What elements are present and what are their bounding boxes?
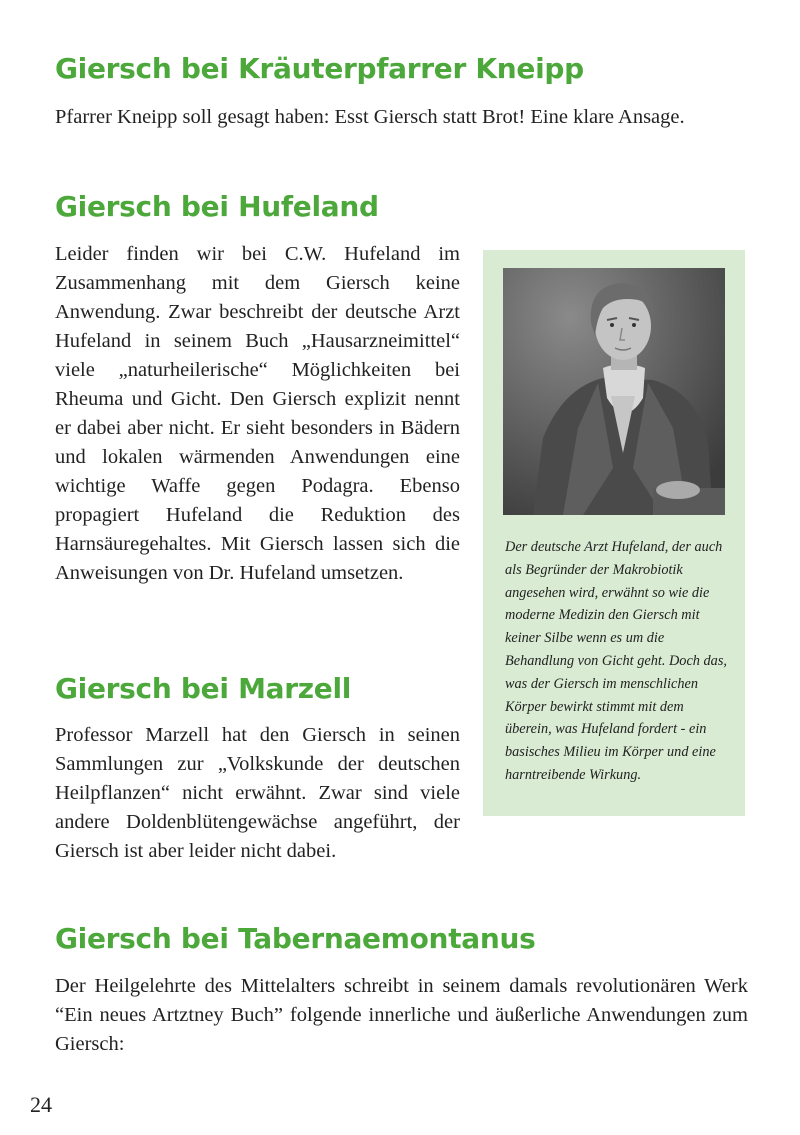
page-number: 24 <box>30 1092 52 1117</box>
heading-marzell: Giersch bei Marzell <box>55 672 352 705</box>
paragraph-marzell: Professor Marzell hat den Giersch in seinen Sammlungen zur „Volkskunde der deutschen Heilpflanzen“ nicht erwähnt. Zwar sind viele andere Doldenblütengewächse angeführt, der Giersch ist aber leider nicht dabei. <box>55 724 460 862</box>
heading-hufeland: Giersch bei Hufeland <box>55 190 379 223</box>
portrait-caption: Der deutsche Arzt Hufeland, der auch als Begründer der Makrobiotik angesehen wird, erwähnt so wie die moderne Medizin den Giersch mit keiner Silbe wenn es um die Behandlung von Gicht geht. Doch das, was der Giersch im menschlichen Körper bewirkt stimmt mit dem überein, was Hufeland fordert - ein basisches Milieu im Körper und eine harntreibende Wirkung. <box>505 539 727 783</box>
paragraph-hufeland: Leider finden wir bei C.W. Hufeland im Zusammenhang mit dem Giersch keine Anwendung. Zwar beschreibt der deutsche Arzt Hufeland in seinem Buch „Hausarzneimittel“ viele „naturheilerische“ Möglichkeiten bei Rheuma und Gicht. Den Giersch explizit nennt er dabei aber nicht. Er sieht besonders in Bädern und lokalen wärmenden Anwendungen eine wichtige Waffe gegen Podagra. Ebenso propagiert Hufeland die Reduktion des Harnsäuregehaltes. Mit Giersch lassen sich die Anweisungen von Dr. Hufeland umsetzen. <box>55 243 460 584</box>
hufeland-portrait <box>503 268 725 515</box>
paragraph-kneipp: Pfarrer Kneipp soll gesagt haben: Esst Giersch statt Brot! Eine klare Ansage. <box>55 106 685 128</box>
paragraph-tabernaemontanus: Der Heilgelehrte des Mittelalters schreibt in seinem damals revolutionären Werk “Ein neues Artztney Buch” folgende innerliche und äußerliche Anwendungen zum Giersch: <box>55 975 748 1055</box>
heading-kneipp: Giersch bei Kräuterpfarrer Kneipp <box>55 52 584 85</box>
heading-tabernaemontanus: Giersch bei Tabernaemontanus <box>55 922 536 955</box>
